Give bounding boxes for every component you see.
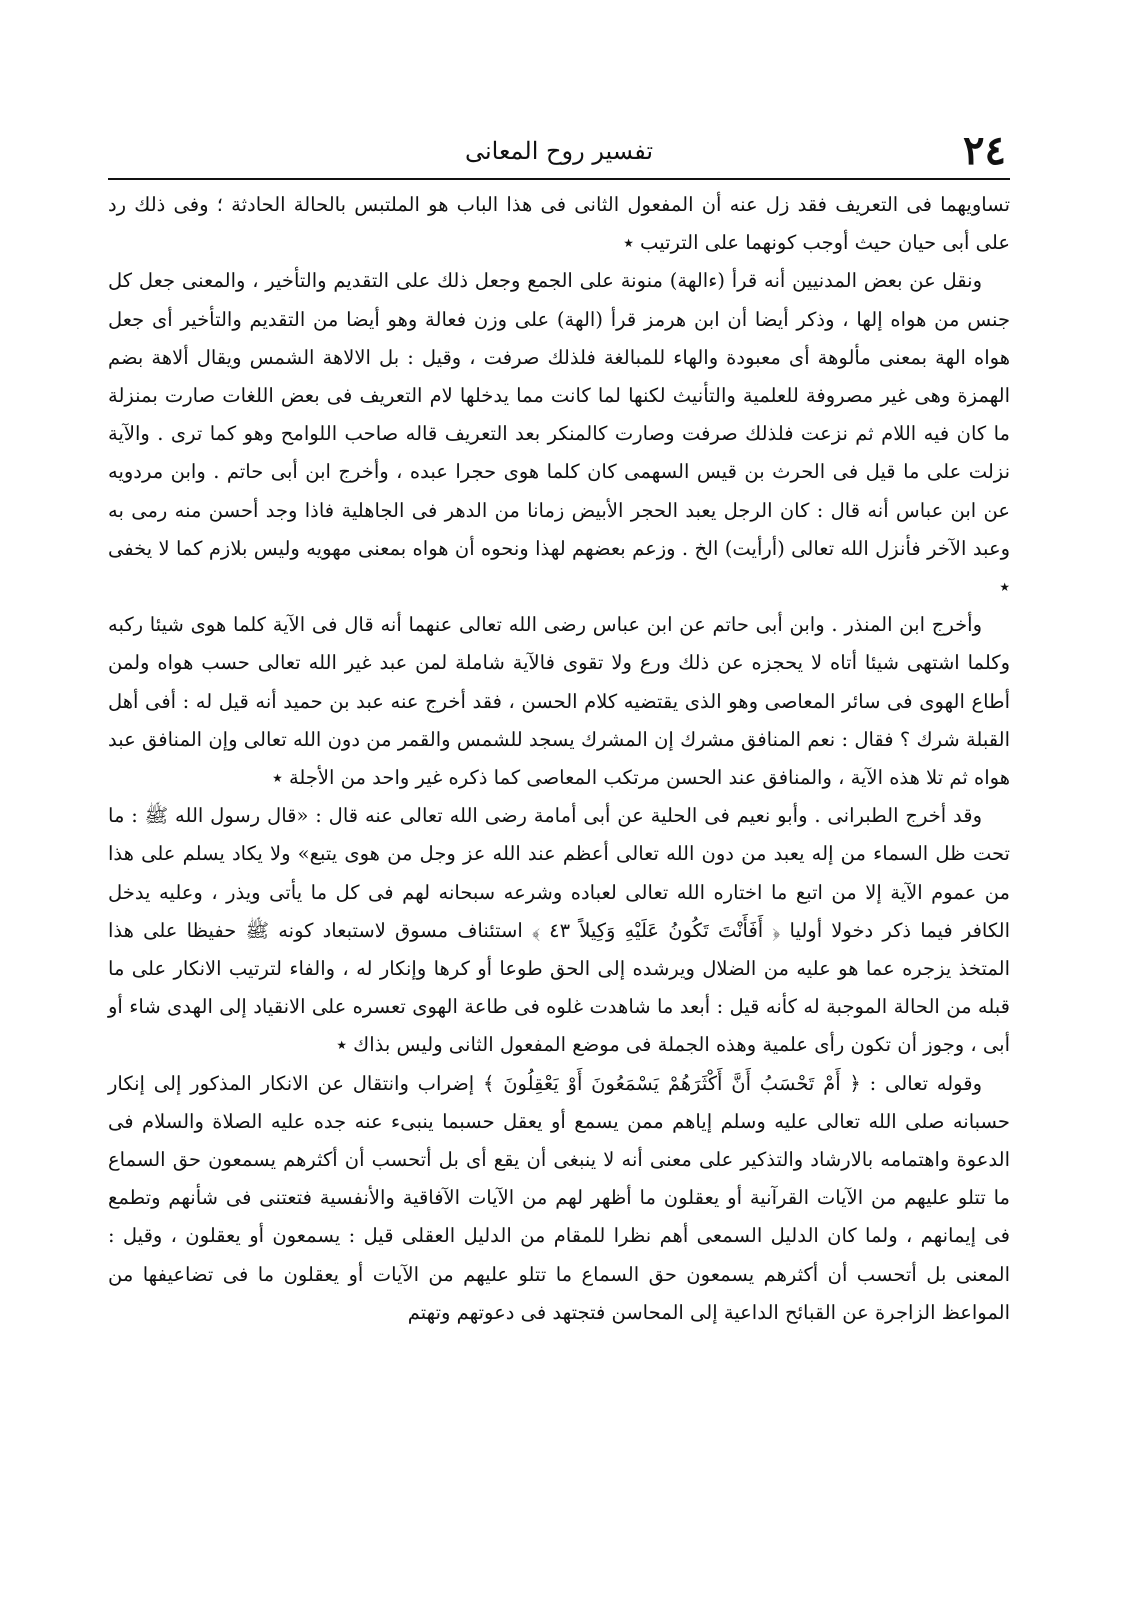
document-page	[108, 126, 1010, 1332]
paragraph-2: ونقل عن بعض المدنيين أنه قرأ (ءالهة) منونة على الجمع وجعل ذلك على التقديم والتأخير ، والمعنى جعل كل جنس من هواه إلها ، وذكر أيضا أن ابن هرمز قرأ (الهة) على وزن فعالة وهو أيضا من التقديم والتأخير أى جعل هواه الهة بمعنى مألوهة أى معبودة والهاء للمبالغة فلذلك صرفت ، وقيل : بل الالاهة الشمس ويقال ألاهة بضم الهمزة وهى غير مصروفة للعلمية والتأنيث لكنها لما كانت مما يدخلها لام التعريف فى بعض اللغات صارت بمنزلة ما كان فيه اللام ثم نزعت فلذلك صرفت وصارت كالمنكر بعد التعريف قاله صاحب اللوامح وهو كما ترى . والآية نزلت على ما قيل فى الحرث بن قيس السهمى كان كلما هوى حجرا عبده ، وأخرج ابن أبى حاتم . وابن مردويه عن ابن عباس أنه قال : كان الرجل يعبد الحجر الأبيض زمانا من الدهر فى الجاهلية فاذا وجد أحسن منه رمى به وعبد الآخر فأنزل الله تعالى (أرأيت) الخ . وزعم بعضهم لهذا ونحوه أن هواه بمعنى مهويه وليس بلازم كما لا يخفى ٭	[108, 269, 1010, 599]
paragraph-3: وأخرج ابن المنذر . وابن أبى حاتم عن ابن عباس رضى الله تعالى عنهما أنه قال فى الآية كلما هوى شيئا ركبه وكلما اشتهى شيئا أتاه لا يحجزه عن ذلك ورع ولا تقوى فالآية شاملة لمن عبد غير الله تعالى حسب هواه ولمن أطاع الهوى فى سائر المعاصى وهو الذى يقتضيه كلام الحسن ، فقد أخرج عنه عبد بن حميد أنه قيل له : أفى أهل القبلة شرك ؟ فقال : نعم المنافق مشرك إن المشرك يسجد للشمس والقمر من دون الله تعالى وإن المنافق عبد هواه ثم تلا هذه الآية ، والمنافق عند الحسن مرتكب المعاصى كما ذكره غير واحد من الأجلة ٭	[108, 613, 1010, 790]
page-number: ٢٤	[963, 127, 1006, 174]
body-text	[108, 186, 1010, 1332]
paragraph-4: وقد أخرج الطبرانى . وأبو نعيم فى الحلية عن أبى أمامة رضى الله تعالى عنه قال : «قال رسول الله ﷺ : ما تحت ظل السماء من إله يعبد من دون الله تعالى أعظم عند الله عز وجل من هوى يتبع» ولا يكاد يسلم على هذا من عموم الآية إلا من اتبع ما اختاره الله تعالى لعباده وشرعه سبحانه لهم فى كل ما يأتى ويذر ، وعليه يدخل الكافر فيما ذكر دخولا أوليا ﴿ أَفَأَنْتَ تَكُونُ عَلَيْهِ وَكِيلاً ٤٣ ﴾ استئناف مسوق لاستبعاد كونه ﷺ حفيظا على هذا المتخذ يزجره عما هو عليه من الضلال ويرشده إلى الحق طوعا أو كرها وإنكار له ، والفاء لترتيب الانكار على ما قبله من الحالة الموجبة له كأنه قيل : أبعد ما شاهدت غلوه فى طاعة الهوى تعسره على الانقياد إلى الهدى شاء أو أبى ، وجوز أن تكون رأى علمية وهذه الجملة فى موضع المفعول الثانى وليس بذاك ٭	[108, 804, 1010, 1057]
header-rule	[108, 178, 1010, 180]
paragraph-5: وقوله تعالى : ﴿ أَمْ تَحْسَبُ أَنَّ أَكْثَرَهُمْ يَسْمَعُونَ أَوْ يَعْقِلُونَ ﴾ إضراب وانتقال عن الانكار المذكور إلى إنكار حسبانه صلى الله تعالى عليه وسلم إياهم ممن يسمع أو يعقل حسبما ينبىء عنه جده عليه الصلاة والسلام فى الدعوة واهتمامه بالارشاد والتذكير على معنى أنه لا ينبغى أن يقع أى بل أتحسب أن أكثرهم يسمعون حق السماع ما تتلو عليهم من الآيات القرآنية أو يعقلون ما أظهر لهم من الآيات الآفاقية والأنفسية فتعتنى فى شأنهم وتطمع فى إيمانهم ، ولما كان الدليل السمعى أهم نظرا للمقام من الدليل العقلى قيل : يسمعون أو يعقلون ، وقيل : المعنى بل أتحسب أن أكثرهم يسمعون حق السماع ما تتلو عليهم من الآيات أو يعقلون ما فى تضاعيفها من المواعظ الزاجرة عن القبائح الداعية إلى المحاسن فتجتهد فى دعوتهم وتهتم	[108, 1071, 1010, 1324]
page-header	[108, 126, 1010, 176]
paragraph-1: تساويهما فى التعريف فقد زل عنه أن المفعول الثانى فى هذا الباب هو الملتبس بالحالة الحادثة ؛ وفى ذلك رد على أبى حيان حيث أوجب كونهما على الترتيب ٭	[108, 193, 1010, 255]
running-title: تفسير روح المعانى	[464, 137, 654, 165]
